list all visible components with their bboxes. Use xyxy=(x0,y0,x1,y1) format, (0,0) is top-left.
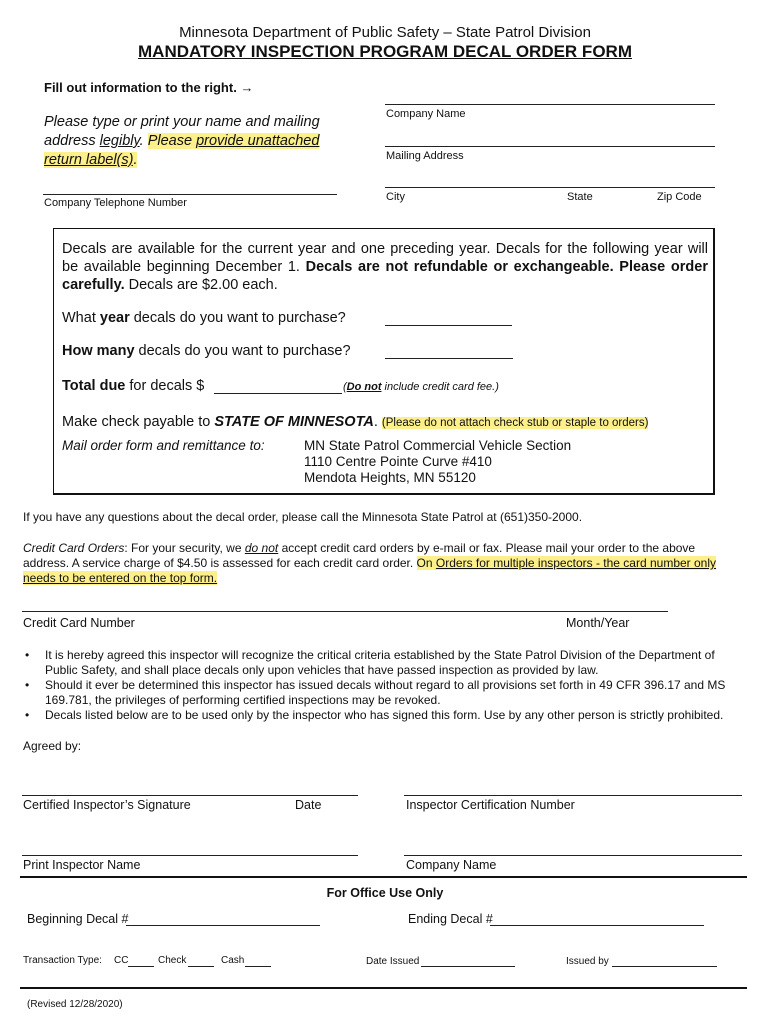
city-label: City xyxy=(386,191,405,203)
zip-label: Zip Code xyxy=(657,191,702,203)
transaction-cc-field[interactable] xyxy=(128,966,154,967)
year-field[interactable] xyxy=(385,325,512,326)
credit-card-orders: Credit Card Orders: For your security, we do not accept credit card orders by e-mail or fax. Please mail your order to the above address. A service charge of $4.50 is assessed for each credit card order. On Orders for multiple inspectors - the card number only needs to be entered on the top form. xyxy=(23,541,717,585)
office-use-title: For Office Use Only xyxy=(326,886,444,900)
signature-company-name-label: Company Name xyxy=(406,858,497,872)
issued-by-label: Issued by xyxy=(566,956,609,967)
agreement-terms xyxy=(23,648,745,723)
date-issued-field[interactable] xyxy=(421,966,515,967)
mail-to-label: Mail order form and remittance to: xyxy=(62,438,265,453)
inspector-signature-label: Certified Inspector’s Signature xyxy=(23,798,191,812)
city-state-zip-field[interactable] xyxy=(385,187,715,188)
credit-fee-note: (Do not include credit card fee.) xyxy=(343,381,499,393)
fill-out-instruction: Fill out information to the right. → xyxy=(44,80,254,95)
certification-number-label: Inspector Certification Number xyxy=(406,798,575,812)
ending-decal-field[interactable] xyxy=(490,925,704,926)
total-due-field[interactable] xyxy=(214,393,342,394)
signature-date-label: Date xyxy=(295,798,322,812)
quantity-field[interactable] xyxy=(385,358,513,359)
address-line-1: MN State Patrol Commercial Vehicle Section xyxy=(304,438,572,453)
month-year-label: Month/Year xyxy=(566,616,630,630)
transaction-check-label: Check xyxy=(158,955,187,966)
issued-by-field[interactable] xyxy=(612,966,717,967)
telephone-field[interactable] xyxy=(43,194,337,195)
transaction-check-field[interactable] xyxy=(188,966,214,967)
mailing-instructions: Please type or print your name and mailing address legibly. Please provide unattached return label(s). xyxy=(44,114,320,168)
availability-text: Decals are available for the current year and one preceding year. Decals for the following year will be available beginning December 1. Decals are not refundable or exchangeable. Please order carefully. Decals are $2.00 each. xyxy=(62,241,708,293)
questions-contact: If you have any questions about the decal order, please call the Minnesota State Patrol at (651)350-2000. xyxy=(23,510,583,524)
list-item: • It is hereby agreed this inspector will recognize the critical criteria established by the State Patrol Division of the Department of Public Safety, and shall place decals only upon vehicles that have passed inspection as provided by law. xyxy=(23,648,745,678)
beginning-decal-field[interactable] xyxy=(126,925,320,926)
mailing-address-label: Mailing Address xyxy=(386,150,464,162)
inspector-signature-field[interactable] xyxy=(22,795,358,796)
mailing-address-block xyxy=(304,438,571,486)
agreed-by: Agreed by: xyxy=(23,739,82,753)
arrow-right-icon: → xyxy=(240,80,254,95)
form-title: MANDATORY INSPECTION PROGRAM DECAL ORDER FORM xyxy=(138,42,632,61)
mailing-address-field[interactable] xyxy=(385,146,715,147)
state-label: State xyxy=(567,191,593,203)
inspector-name-label: Print Inspector Name xyxy=(23,858,141,872)
quantity-question: How many decals do you want to purchase? xyxy=(62,343,351,359)
year-question: What year decals do you want to purchase? xyxy=(62,310,346,326)
telephone-label: Company Telephone Number xyxy=(44,197,187,209)
office-use-top-rule xyxy=(20,876,747,878)
payable-instruction: Make check payable to STATE OF MINNESOTA. (Please do not attach check stub or staple to orders) xyxy=(62,414,649,430)
ending-decal-label: Ending Decal # xyxy=(408,912,493,926)
date-issued-label: Date Issued xyxy=(366,956,420,967)
total-due: Total due for decals $ xyxy=(62,378,205,394)
transaction-cc-label: CC xyxy=(114,955,129,966)
list-item: • Decals listed below are to be used only by the inspector who has signed this form. Use by any other person is strictly prohibited. xyxy=(23,708,745,723)
company-name-field[interactable] xyxy=(385,104,715,105)
beginning-decal-label: Beginning Decal # xyxy=(27,912,129,926)
transaction-type-label: Transaction Type: xyxy=(23,955,102,966)
credit-card-number-field[interactable] xyxy=(22,611,668,612)
transaction-cash-field[interactable] xyxy=(245,966,271,967)
inspector-name-field[interactable] xyxy=(22,855,358,856)
revision-date: (Revised 12/28/2020) xyxy=(27,999,123,1010)
address-line-3: Mendota Heights, MN 55120 xyxy=(304,470,476,485)
agency-header: Minnesota Department of Public Safety – State Patrol Division xyxy=(179,24,591,41)
transaction-cash-label: Cash xyxy=(221,955,245,966)
company-name-label: Company Name xyxy=(386,108,466,120)
signature-company-name-field[interactable] xyxy=(404,855,742,856)
credit-card-number-label: Credit Card Number xyxy=(23,616,135,630)
certification-number-field[interactable] xyxy=(404,795,742,796)
address-line-2: 1110 Centre Pointe Curve #410 xyxy=(304,454,492,469)
list-item: • Should it ever be determined this inspector has issued decals without regard to all provisions set forth in 49 CFR 396.17 and MS 169.781, the privileges of performing certified inspections may be revoked. xyxy=(23,678,745,708)
office-use-bottom-rule xyxy=(20,987,747,989)
